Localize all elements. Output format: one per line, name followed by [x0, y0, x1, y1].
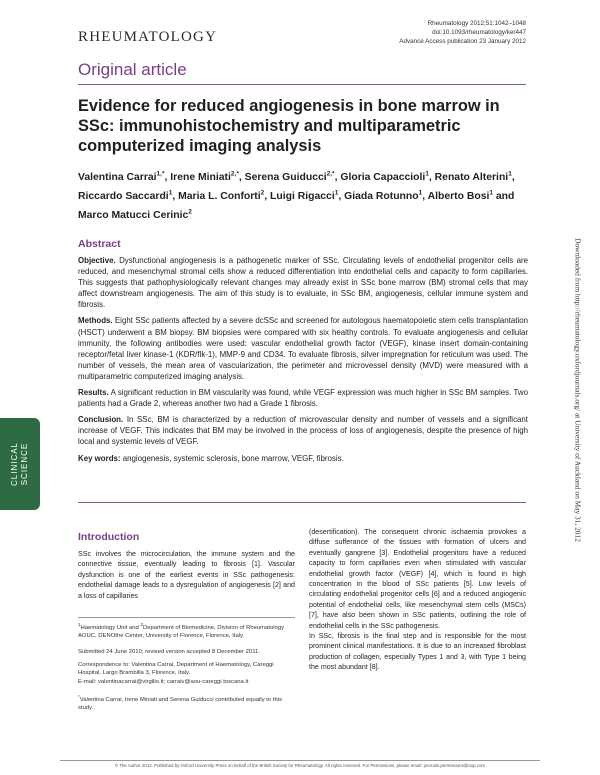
- author-list: [78, 167, 528, 223]
- download-note[interactable]: Downloaded from http://rheumatology.oxfordjournals.org/ at University of Auckland on May 31, 2012: [573, 238, 583, 542]
- author: Luigi Rigacci$^1$,: [270, 189, 345, 203]
- abstract-heading: Abstract: [78, 238, 121, 250]
- author: Gloria Capaccioli$^1$,: [340, 171, 435, 184]
- author: Serena Guiducci$^{2,*}$,: [244, 171, 341, 184]
- header-divider: [78, 84, 526, 85]
- abstract-divider: [78, 502, 526, 503]
- author: Giada Rotunno$^1$,: [344, 189, 428, 203]
- section-tab-label: CLINICAL SCIENCE: [10, 441, 29, 487]
- abstract-keywords: Key words: angiogenesis, systemic sclerosis, bone marrow, VEGF, fibrosis.: [78, 453, 344, 463]
- abstract-body: [78, 255, 528, 469]
- abstract-objective: Objective. Dysfunctional angiogenesis is a pathogenetic marker of SSc. Circulating levels of endothelial progenitor cells are reduced, and mesenchymal stromal cells show a reduced differentiation into endothelial cells and capacity to form capillaries. This suggests that pathophysiologically relevant changes may already exist in SSc bone marrow (BM) stromal cells that may affect downstream angiogenesis. The aim of this study is to evaluate, in SSc BM, angiogenesis, cellular immune system and fibrosis.: [78, 256, 528, 310]
- author: Valentina Carrai$^{1,*}$,: [78, 171, 171, 184]
- correspondence: Correspondence to: Valentina Carrai, Department of Haematology, Careggi Hospital, Largo Brambilla 3, Florence, Italy.: [78, 662, 274, 677]
- email[interactable]: E-mail: valentinacarrai@virgilio.it; carraiv@aou-careggi.toscana.it: [78, 679, 249, 685]
- journal-logo: RHEUMATOLOGY: [78, 29, 218, 45]
- article-type: Original article: [78, 60, 187, 79]
- author: Maria L. Conforti$^2$,: [178, 189, 271, 203]
- abstract-conclusion: Conclusion. In SSc, BM is characterized by a reduction of microvascular density and number of vessels and a significant increase of VEGF. This indicates that BM may be involved in the process of loss of angiogenesis, despite the presence of high local and systemic levels of VEGF.: [78, 415, 528, 447]
- footnote-rule: [78, 617, 295, 618]
- intro-left-column: SSc involves the microcirculation, the immune system and the connective tissue, eventually leading to fibrosis [1]. Vascular dysfunction is one of the earliest events in SSc pathogenesis: endothelial damage leads to a dysregulation of angiogenesis [2] and a loss of capillaries: [78, 550, 295, 600]
- author: Marco Matucci Cerinic$^2$: [78, 208, 192, 221]
- author: Alberto Bosi$^1$ and: [427, 189, 515, 203]
- doi[interactable]: doi:10.1093/rheumatology/ker447: [432, 29, 526, 36]
- author: Riccardo Saccardi$^1$,: [78, 189, 179, 203]
- author: Renato Alterini$^1$,: [434, 171, 515, 184]
- submission-dates: Submitted 24 June 2010; revised version accepted 8 December 2011.: [78, 649, 260, 655]
- citation: Rheumatology 2012;51:1042–1048: [427, 20, 526, 27]
- article-title: Evidence for reduced angiogenesis in bone marrow in SSc: immunohistochemistry and multiparametric computerized imaging analysis: [78, 97, 500, 155]
- introduction-heading: Introduction: [78, 531, 140, 543]
- intro-right-column: (desertification). The consequent chronic ischaemia provokes a diffuse sufferance of the tissues with formation of ulcers and eventually gangrene [3]. Endothelial progenitors have a reduced capacity to form capillaries even when stimulated with vascular endothelial growth factor (VEGF) [4], which is found in high concentration in the blood of SSc patients [5]. Low levels of circulating endothelial progenitor cells [6] and a reduced angiogenic potential of endothelial cells, like mesenchymal stem cells (MSCs) [7], have also been shown in SSc patients, outlining the role of endothelial cells in the SSc pathogenesis. In SSc, fibrosis is the final step and is responsible for the most prominent clinical manifestations. It is due to an increased fibroblast production of collagen, especially Types 1 and 3, with Type 1 being the most abundant [8].: [309, 528, 526, 672]
- abstract-results: Results. A significant reduction in BM vascularity was found, while VEGF expression was much higher in SSc BM samples. Two patients had a Grade 2, whereas another two had a Grade 1 fibrosis.: [78, 388, 528, 409]
- affiliation-footnote: $^1$Haematology Unit and $^2$Department of Biomedicine, Division of Rheumatology AOUC, DENOthe Center, University of Florence, Florence, Italy.: [78, 622, 285, 640]
- footer-rule: [60, 760, 540, 761]
- copyright-notice: © The Author 2012. Published by Oxford University Press on behalf of the British Society for Rheumatology. All rights reserved. For Permissions, please email: journals.permissions@oup.com: [114, 763, 486, 768]
- author: Irene Miniati$^{2,*}$,: [170, 171, 245, 184]
- abstract-methods: Methods. Eight SSc patients affected by a severe dcSSc and screened for autologous haematopoietic stem cells transplantation (HSCT) underwent a BM biopsy. BM biopsies were compared with six healthy controls. To evaluate angiogenesis and cellular immunity, the following antibodies were used: vascular endothelial growth factor (VEGF), kinase insert domain-containing receptor/fetal liver kinase-1 (KDR/flk-1), MMP-9 and CD34. To evaluate fibrosis, silver impregnation for reticulum was used. The number of vessels, the mean area of vascularization, the perimeter and microvessel density (MVD) were measured with a multiparametric computerized imaging analysis.: [78, 316, 528, 381]
- advance-access: Advance Access publication 23 January 2012: [399, 38, 526, 45]
- publication-info: [399, 19, 526, 46]
- equal-contribution-note: *Valentina Carrai, Irene Miniati and Serena Guiducci contributed equally to this study.: [78, 694, 283, 712]
